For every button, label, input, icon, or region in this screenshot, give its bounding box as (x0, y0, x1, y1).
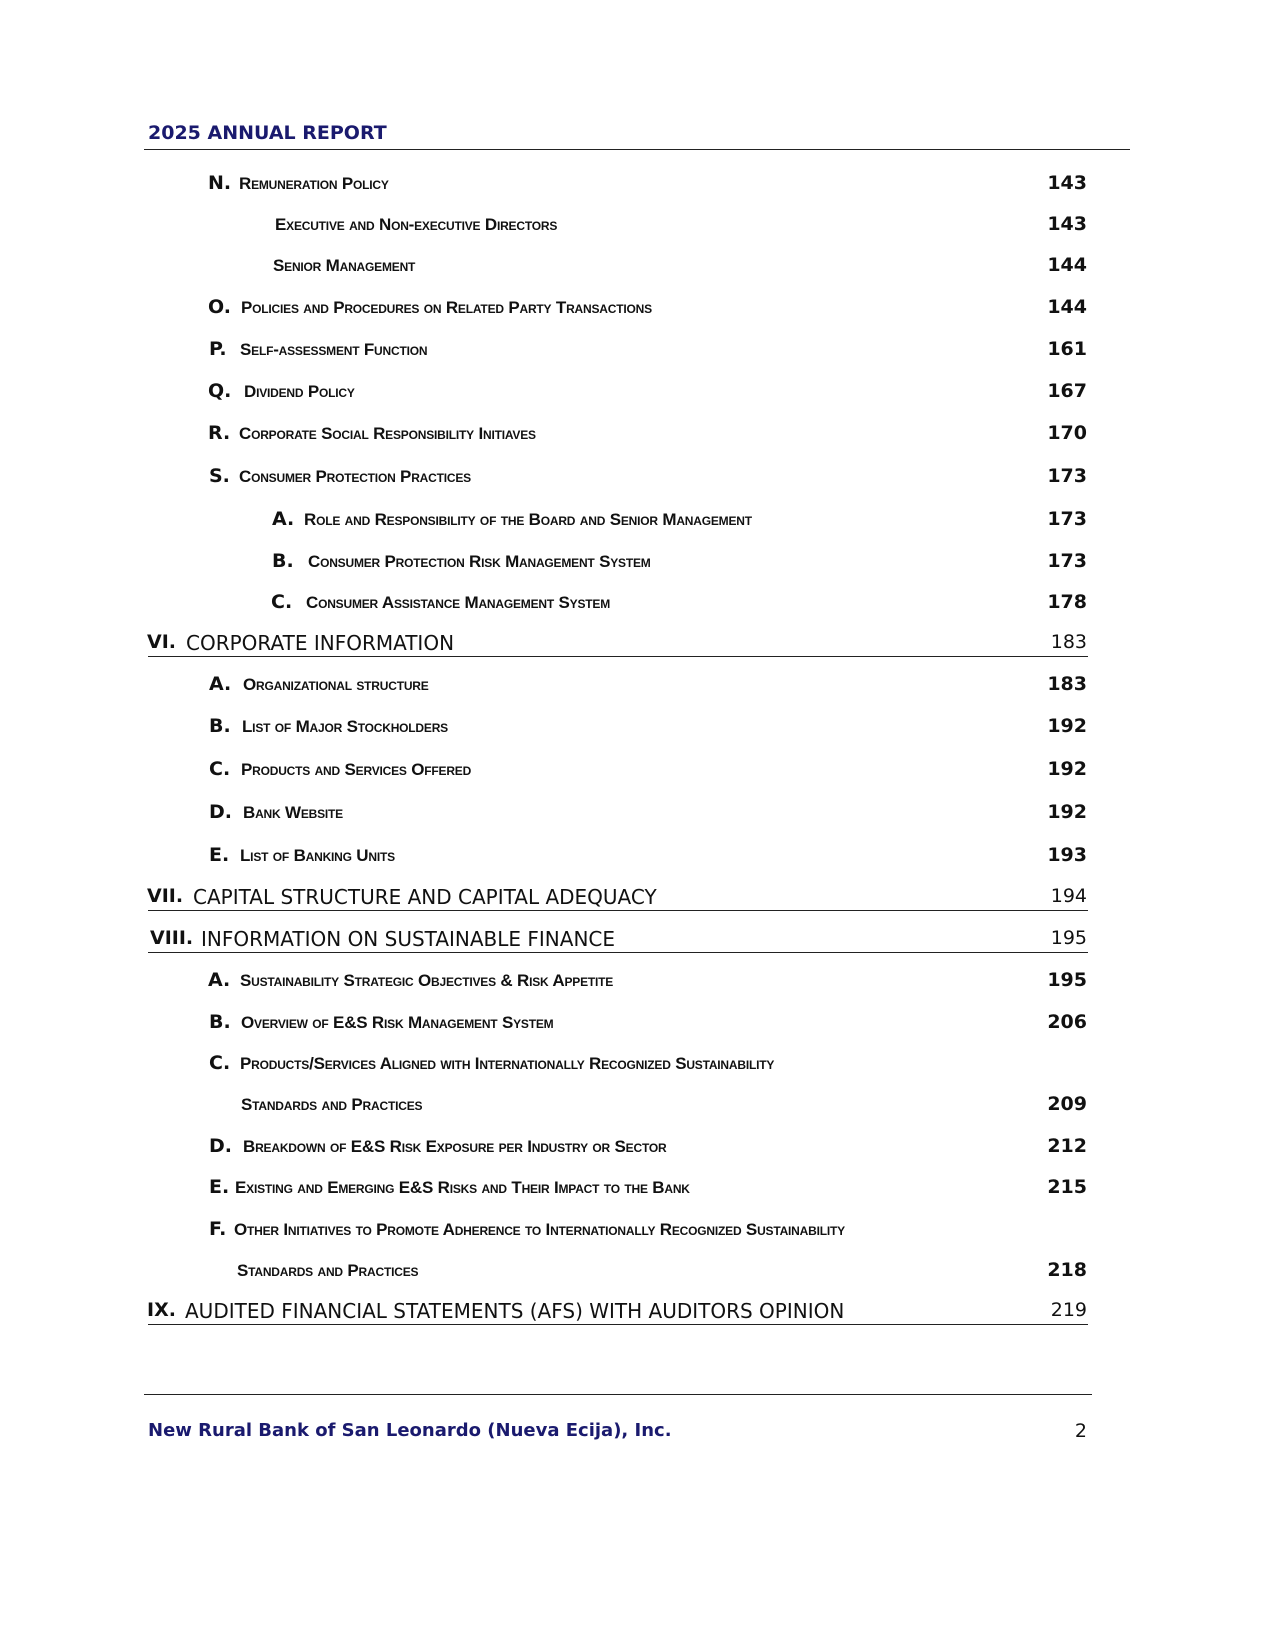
toc-entry[interactable] (0, 504, 1275, 534)
toc-entry-label: Breakdown of E&S Risk Exposure per Industry or Sector (243, 1137, 667, 1156)
toc-entry-page: 195 (1047, 969, 1087, 991)
toc-entry-label: Consumer Protection Risk Management System (308, 552, 651, 571)
toc-entry-page: 206 (1047, 1011, 1087, 1033)
toc-entry-page: 170 (1047, 422, 1087, 444)
toc-entry[interactable] (0, 711, 1275, 741)
toc-section[interactable] (0, 1295, 1275, 1325)
toc-entry-label: Overview of E&S Risk Management System (241, 1013, 554, 1032)
toc-entry-letter: O. (208, 296, 231, 318)
toc-entry-letter: C. (209, 1052, 231, 1074)
footer-divider (144, 1394, 1092, 1395)
toc-section-page: 195 (1050, 927, 1087, 949)
toc-entry[interactable] (0, 669, 1275, 699)
toc-entry[interactable] (0, 1007, 1275, 1037)
toc-entry-label: Role and Responsibility of the Board and Senior Management (304, 510, 752, 529)
toc-entry-label: Bank Website (243, 803, 343, 822)
toc-entry-label: Existing and Emerging E&S Risks and Their Impact to the Bank (235, 1178, 690, 1197)
toc-entry-label: List of Major Stockholders (242, 717, 448, 736)
toc-entry-letter: D. (209, 1135, 232, 1157)
toc-entry-continued[interactable] (0, 1089, 1275, 1119)
toc-entry-letter: E. (209, 844, 230, 866)
toc-entry-letter: B. (272, 550, 294, 572)
toc-entry-page: 167 (1047, 380, 1087, 402)
toc-entry-label: Corporate Social Responsibility Initiaves (239, 424, 536, 443)
toc-entry-page: 143 (1047, 172, 1087, 194)
toc-entry[interactable] (0, 376, 1275, 406)
toc-entry[interactable] (0, 461, 1275, 491)
toc-entry[interactable] (0, 754, 1275, 784)
toc-section-page: 183 (1050, 631, 1087, 653)
toc-entry[interactable] (0, 1172, 1275, 1202)
toc-section-page: 194 (1050, 885, 1087, 907)
toc-entry-label: Self-assessment Function (240, 340, 428, 359)
toc-entry-letter: A. (209, 673, 232, 695)
toc-entry-letter: B. (209, 1011, 231, 1033)
toc-entry-page: 173 (1047, 550, 1087, 572)
toc-entry-label: Products/Services Aligned with Internationally Recognized Sustainability (240, 1054, 775, 1073)
toc-entry-label: Products and Services Offered (241, 760, 472, 779)
section-underline (148, 910, 1088, 911)
toc-entry-letter: P. (209, 338, 227, 360)
toc-entry-page: 144 (1047, 296, 1087, 318)
toc-entry-page: 193 (1047, 844, 1087, 866)
report-header-title: 2025 ANNUAL REPORT (148, 122, 387, 144)
footer-page-number: 2 (1074, 1420, 1087, 1442)
toc-entry-label: List of Banking Units (240, 846, 395, 865)
toc-entry-page: 212 (1047, 1135, 1087, 1157)
toc-entry-letter: F. (209, 1218, 227, 1240)
toc-entry[interactable] (0, 292, 1275, 322)
toc-entry[interactable] (0, 168, 1275, 198)
toc-entry-label: Dividend Policy (244, 382, 355, 401)
toc-entry-page: 178 (1047, 591, 1087, 613)
toc-entry-label: Senior Management (273, 256, 416, 275)
toc-section-page: 219 (1050, 1299, 1087, 1321)
toc-entry-letter: C. (209, 758, 231, 780)
toc-entry-label: Sustainability Strategic Objectives & Risk Appetite (240, 971, 614, 990)
toc-entry[interactable] (0, 587, 1275, 617)
toc-entry[interactable] (0, 965, 1275, 995)
toc-entry[interactable] (0, 1048, 1275, 1078)
toc-entry-page: 173 (1047, 465, 1087, 487)
toc-section-number: IX. (147, 1299, 176, 1321)
toc-entry-letter: N. (208, 172, 232, 194)
toc-entry-page: 143 (1047, 213, 1087, 235)
header-divider (144, 149, 1130, 150)
toc-entry-letter: B. (209, 715, 231, 737)
toc-section[interactable] (0, 627, 1275, 657)
toc-entry[interactable] (0, 840, 1275, 870)
toc-entry[interactable] (0, 418, 1275, 448)
toc-entry-label: Policies and Procedures on Related Party Transactions (241, 298, 652, 317)
toc-entry-page: 161 (1047, 338, 1087, 360)
toc-entry[interactable] (0, 1131, 1275, 1161)
toc-entry-label: Executive and Non-executive Directors (275, 215, 558, 234)
toc-entry-letter: A. (208, 969, 231, 991)
toc-entry-letter: S. (209, 465, 230, 487)
toc-section-title: CORPORATE INFORMATION (186, 631, 455, 655)
toc-entry-label: Organizational structure (243, 675, 429, 694)
toc-entry-page: 192 (1047, 715, 1087, 737)
toc-entry-page: 183 (1047, 673, 1087, 695)
toc-entry-page: 218 (1047, 1259, 1087, 1281)
toc-entry-letter: R. (208, 422, 231, 444)
section-underline (148, 1324, 1088, 1325)
toc-entry-page: 209 (1047, 1093, 1087, 1115)
toc-entry-letter: D. (209, 801, 232, 823)
toc-entry-label: Standards and Practices (241, 1095, 423, 1114)
toc-section[interactable] (0, 923, 1275, 953)
toc-entry-letter: A. (272, 508, 295, 530)
toc-entry-label: Other Initiatives to Promote Adherence to Internationally Recognized Sustainability (234, 1220, 845, 1239)
toc-section-number: VII. (147, 885, 184, 907)
toc-entry-page: 215 (1047, 1176, 1087, 1198)
toc-entry-letter: Q. (208, 380, 232, 402)
toc-entry-label: Consumer Assistance Management System (306, 593, 610, 612)
toc-entry[interactable] (0, 1214, 1275, 1244)
toc-entry-label: Consumer Protection Practices (239, 467, 471, 486)
toc-entry-page: 173 (1047, 508, 1087, 530)
toc-entry-page: 144 (1047, 254, 1087, 276)
toc-section-title: AUDITED FINANCIAL STATEMENTS (AFS) WITH AUDITORS OPINION (185, 1299, 845, 1323)
toc-section-number: VI. (147, 631, 176, 653)
toc-entry[interactable] (0, 250, 1275, 280)
section-underline (148, 656, 1088, 657)
footer-bank-name: New Rural Bank of San Leonardo (Nueva Ecija), Inc. (148, 1420, 672, 1441)
toc-section[interactable] (0, 881, 1275, 911)
toc-section-title: INFORMATION ON SUSTAINABLE FINANCE (201, 927, 616, 951)
toc-entry-label: Remuneration Policy (239, 174, 389, 193)
toc-entry[interactable] (0, 334, 1275, 364)
toc-entry[interactable] (0, 209, 1275, 239)
section-underline (148, 952, 1088, 953)
toc-section-number: VIII. (150, 927, 194, 949)
toc-section-title: CAPITAL STRUCTURE AND CAPITAL ADEQUACY (193, 885, 657, 909)
toc-entry[interactable] (0, 797, 1275, 827)
toc-entry-page: 192 (1047, 758, 1087, 780)
toc-entry-continued[interactable] (0, 1255, 1275, 1285)
toc-entry-letter: E. (209, 1176, 230, 1198)
toc-entry-label: Standards and Practices (237, 1261, 419, 1280)
toc-entry-page: 192 (1047, 801, 1087, 823)
toc-entry[interactable] (0, 546, 1275, 576)
toc-entry-letter: C. (271, 591, 293, 613)
